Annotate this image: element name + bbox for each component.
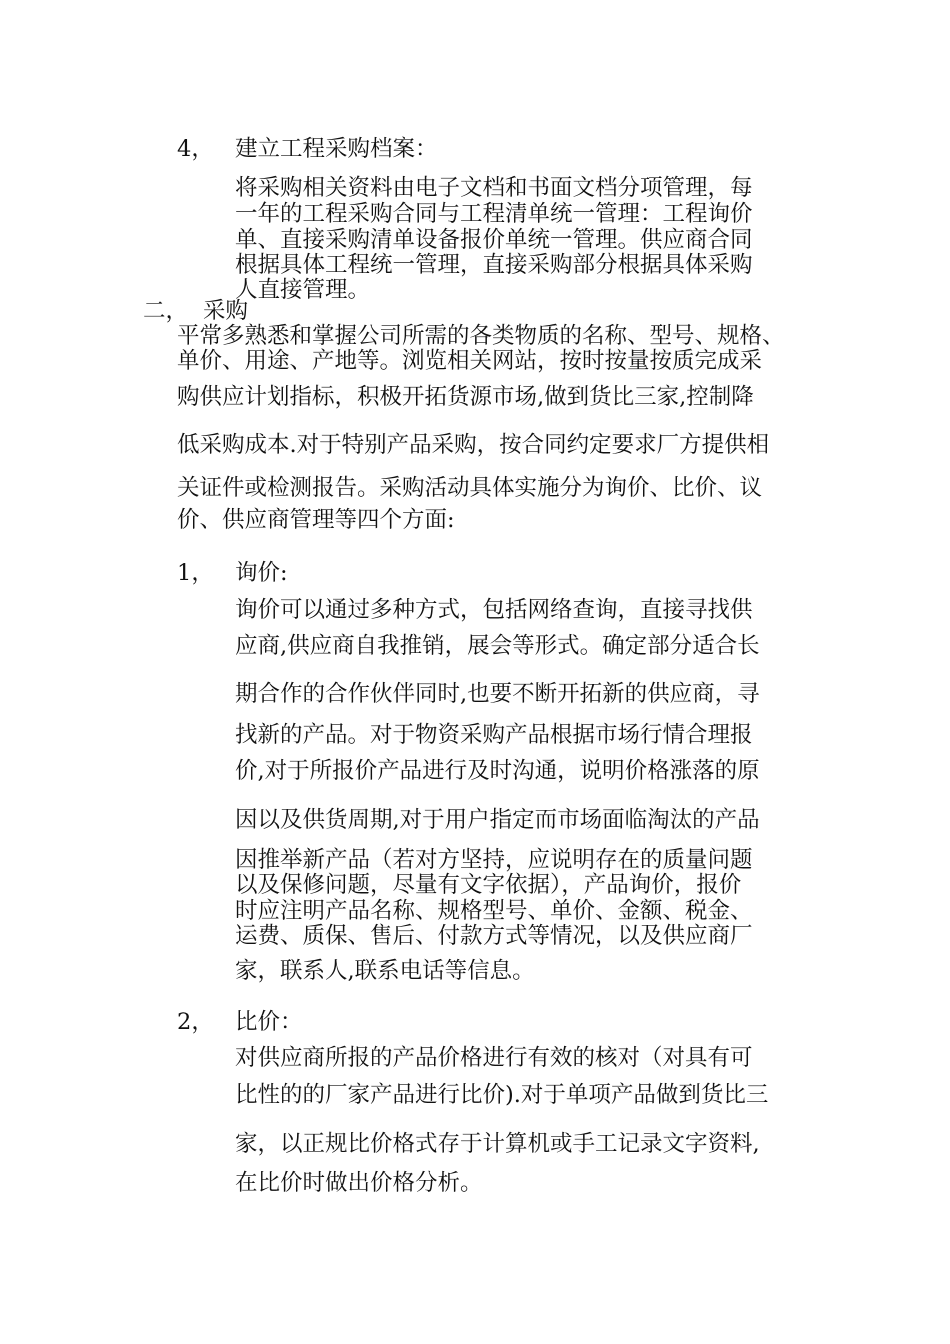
- paragraph-line: 对供应商所报的产品价格进行有效的核对（对具有可: [235, 1045, 753, 1071]
- paragraph-line: 运费、质保、售后、付款方式等情况，以及供应商厂: [235, 923, 753, 949]
- item-number: 1，: [177, 560, 214, 586]
- paragraph-line: 人直接管理。: [235, 277, 371, 303]
- section-heading: 建立工程采购档案：: [235, 136, 438, 162]
- paragraph-line: 将采购相关资料由电子文档和书面文档分项管理，每: [235, 175, 753, 201]
- item-number: 2，: [177, 1009, 214, 1035]
- part-heading: 采购: [203, 298, 249, 324]
- paragraph-line: 购供应计划指标，积极开拓货源市场,做到货比三家,控制降: [177, 384, 754, 410]
- paragraph-line: 找新的产品。对于物资采购产品根据市场行情合理报: [235, 722, 753, 748]
- paragraph-line: 因以及供货周期,对于用户指定而市场面临淘汰的产品: [235, 807, 760, 833]
- paragraph-line: 在比价时做出价格分析。: [235, 1170, 483, 1196]
- paragraph-line: 价、供应商管理等四个方面:: [177, 507, 455, 533]
- paragraph-line: 家，以正规比价格式存于计算机或手工记录文字资料,: [235, 1131, 760, 1157]
- paragraph-line: 比性的的厂家产品进行比价).对于单项产品做到货比三: [235, 1082, 769, 1108]
- paragraph-line: 应商,供应商自我推销，展会等形式。确定部分适合长: [235, 633, 760, 659]
- paragraph-line: 平常多熟悉和掌握公司所需的各类物质的名称、型号、规格、: [177, 323, 785, 349]
- paragraph-line: 以及保修问题，尽量有文字依据），产品询价，报价: [235, 872, 742, 898]
- paragraph-line: 期合作的合作伙伴同时,也要不断开拓新的供应商，寻: [235, 681, 760, 707]
- paragraph-line: 一年的工程采购合同与工程清单统一管理：工程询价: [235, 201, 753, 227]
- paragraph-line: 单价、用途、产地等。浏览相关网站，按时按量按质完成采: [177, 348, 763, 374]
- part-number: 二，: [143, 298, 189, 324]
- paragraph-line: 根据具体工程统一管理，直接采购部分根据具体采购: [235, 252, 753, 278]
- paragraph-line: 时应注明产品名称、规格型号、单价、金额、税金、: [235, 898, 753, 924]
- item-heading: 询价:: [235, 560, 288, 586]
- section-number: 4，: [177, 136, 214, 162]
- paragraph-line: 低采购成本.对于特别产品采购，按合同约定要求厂方提供相: [177, 432, 770, 458]
- paragraph-line: 因推举新产品（若对方坚持，应说明存在的质量问题: [235, 847, 753, 873]
- paragraph-line: 询价可以通过多种方式，包括网络查询，直接寻找供: [235, 597, 753, 623]
- paragraph-line: 家，联系人,联系电话等信息。: [235, 958, 535, 984]
- paragraph-line: 价,对于所报价产品进行及时沟通，说明价格涨落的原: [235, 758, 760, 784]
- paragraph-line: 单、直接采购清单设备报价单统一管理。供应商合同: [235, 227, 753, 253]
- paragraph-line: 关证件或检测报告。采购活动具体实施分为询价、比价、议: [177, 475, 763, 501]
- item-heading: 比价：: [235, 1009, 303, 1035]
